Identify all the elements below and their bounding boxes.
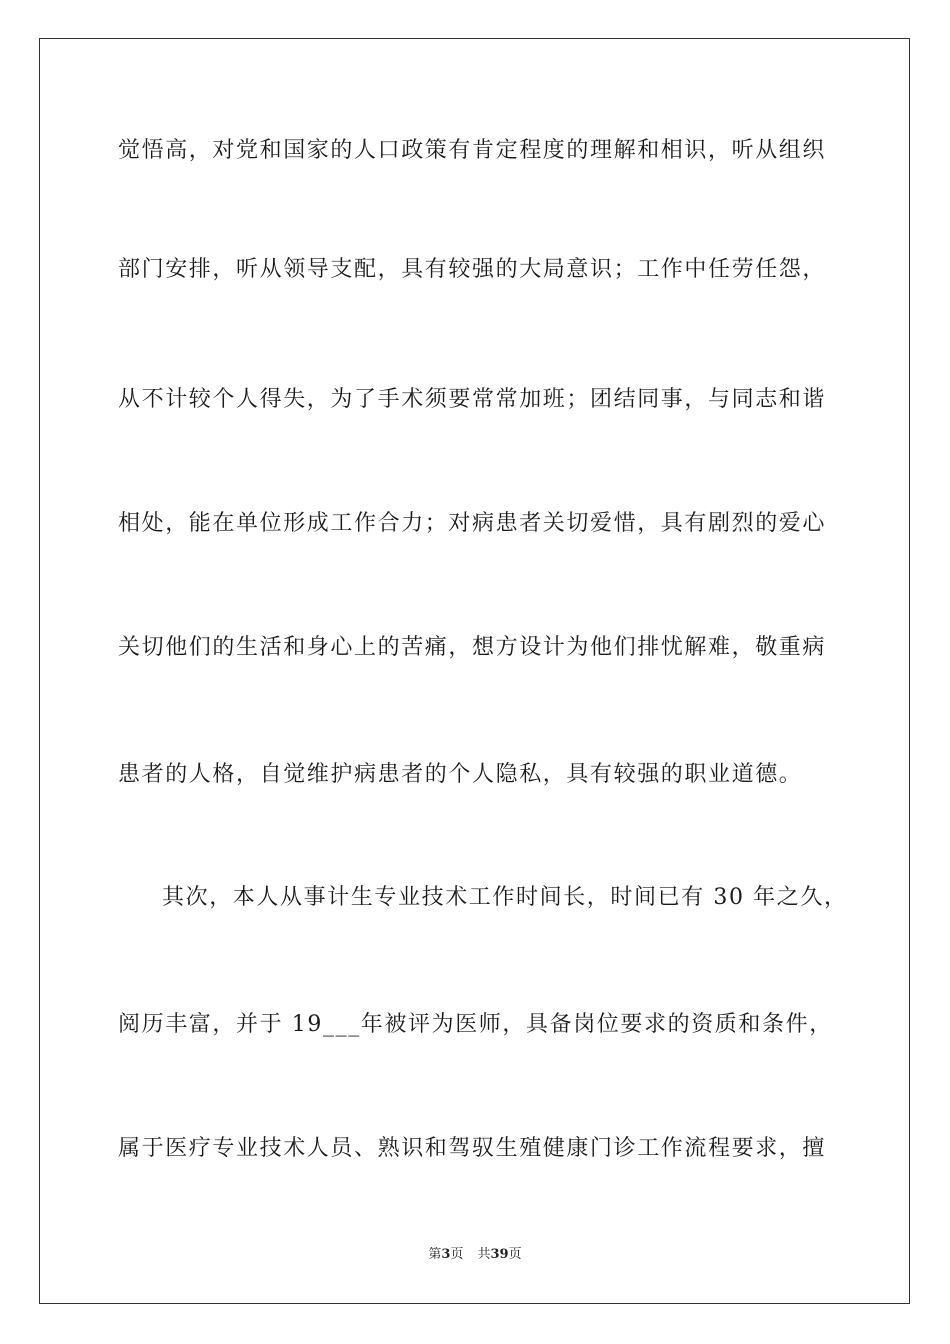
page-frame [39, 38, 910, 1304]
total-suffix: 页 [508, 1247, 522, 1262]
text-line-6: 患者的人格，自觉维护病患者的个人隐私，具有较强的职业道德。 [118, 762, 803, 787]
text-line-1: 觉悟高，对党和国家的人口政策有肯定程度的理解和相识，听从组织 [118, 138, 827, 163]
text-line-8: 阅历丰富，并于 19___年被评为医师，具备岗位要求的资质和条件， [118, 1012, 833, 1037]
text-line-5: 关切他们的生活和身心上的苦痛，想方设计为他们排忧解难，敬重病 [118, 635, 827, 660]
text-line-3: 从不计较个人得失，为了手术须要常常加班；团结同事，与同志和谐 [118, 387, 827, 412]
page-number: 3 [441, 1247, 451, 1262]
text-line-2: 部门安排，听从领导支配，具有较强的大局意识；工作中任劳任怨， [118, 257, 827, 282]
page-suffix: 页 [450, 1247, 464, 1262]
page-prefix: 第 [428, 1247, 442, 1262]
total-pages: 39 [490, 1247, 509, 1262]
text-line-9: 属于医疗专业技术人员、熟识和驾驭生殖健康门诊工作流程要求，擅 [118, 1136, 827, 1161]
total-prefix: 共 [477, 1247, 491, 1262]
text-line-4: 相处，能在单位形成工作合力；对病患者关切爱惜，具有剧烈的爱心 [118, 511, 827, 536]
page-footer [0, 1246, 950, 1264]
text-line-7-paragraph-start: 其次，本人从事计生专业技术工作时间长，时间已有 30 年之久， [162, 885, 848, 910]
